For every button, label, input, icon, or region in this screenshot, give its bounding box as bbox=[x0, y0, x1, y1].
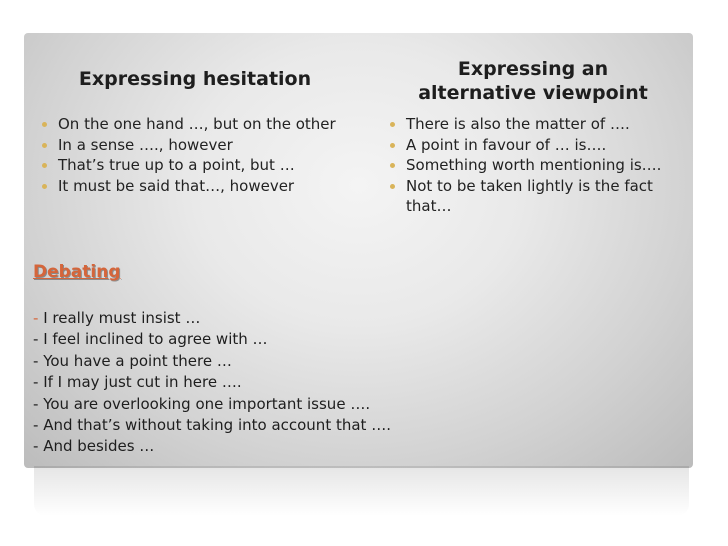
dash-marker: - bbox=[33, 309, 44, 327]
phrase-item bbox=[33, 415, 673, 436]
bullet-icon bbox=[42, 122, 47, 127]
phrase-item bbox=[33, 329, 673, 350]
dash-marker: - bbox=[33, 351, 44, 370]
phrase-item bbox=[33, 436, 673, 457]
list-item-text: On the one hand …, but on the other bbox=[58, 115, 336, 133]
hesitation-list bbox=[34, 114, 364, 196]
bullet-icon bbox=[390, 163, 395, 168]
list-item bbox=[34, 176, 364, 197]
phrase-text: And that’s without taking into account that …. bbox=[43, 416, 391, 435]
list-item-text: There is also the matter of …. bbox=[406, 115, 630, 133]
alternative-viewpoint-list bbox=[382, 114, 692, 217]
heading-expressing-hesitation: Expressing hesitation bbox=[78, 68, 312, 90]
phrase-item bbox=[33, 351, 673, 372]
list-item bbox=[382, 135, 692, 156]
dash-marker: - bbox=[33, 330, 44, 349]
list-item-text: It must be said that…, however bbox=[58, 176, 295, 195]
bullet-icon bbox=[42, 143, 47, 148]
dash-marker: - bbox=[33, 416, 44, 435]
phrase-item bbox=[33, 308, 673, 329]
bullet-icon bbox=[42, 163, 47, 168]
heading-alternative-viewpoint: Expressing an alternative viewpoint bbox=[418, 58, 648, 104]
list-item-text: That’s true up to a point, but … bbox=[58, 156, 295, 174]
panel-shadow bbox=[34, 466, 689, 516]
phrase-text: If I may just cut in here …. bbox=[43, 373, 242, 392]
dash-marker: - bbox=[33, 437, 44, 456]
phrase-text: You have a point there … bbox=[43, 351, 232, 370]
debating-phrase-list bbox=[33, 308, 673, 458]
list-item-text: Not to be taken lightly is the fact that… bbox=[406, 176, 653, 215]
list-item-text: Something worth mentioning is…. bbox=[406, 156, 662, 174]
list-item bbox=[382, 176, 692, 217]
dash-marker: - bbox=[33, 394, 44, 413]
phrase-text: I feel inclined to agree with … bbox=[43, 330, 268, 349]
list-item-text: A point in favour of … is…. bbox=[406, 135, 607, 154]
bullet-icon bbox=[390, 143, 395, 148]
bullet-icon bbox=[42, 184, 47, 189]
debating-title: Debating bbox=[33, 262, 121, 282]
phrase-text: And besides … bbox=[43, 437, 155, 456]
list-item bbox=[34, 135, 364, 156]
phrase-text: You are overlooking one important issue …. bbox=[43, 394, 371, 413]
phrase-item bbox=[33, 394, 673, 415]
dash-marker: - bbox=[33, 373, 44, 392]
list-item-text: In a sense …., however bbox=[58, 135, 233, 154]
phrase-text: I really must insist … bbox=[43, 309, 201, 327]
list-item bbox=[382, 155, 692, 176]
phrase-item bbox=[33, 372, 673, 393]
list-item bbox=[34, 114, 364, 135]
bullet-icon bbox=[390, 184, 395, 189]
list-item bbox=[34, 155, 364, 176]
bullet-icon bbox=[390, 122, 395, 127]
list-item bbox=[382, 114, 692, 135]
